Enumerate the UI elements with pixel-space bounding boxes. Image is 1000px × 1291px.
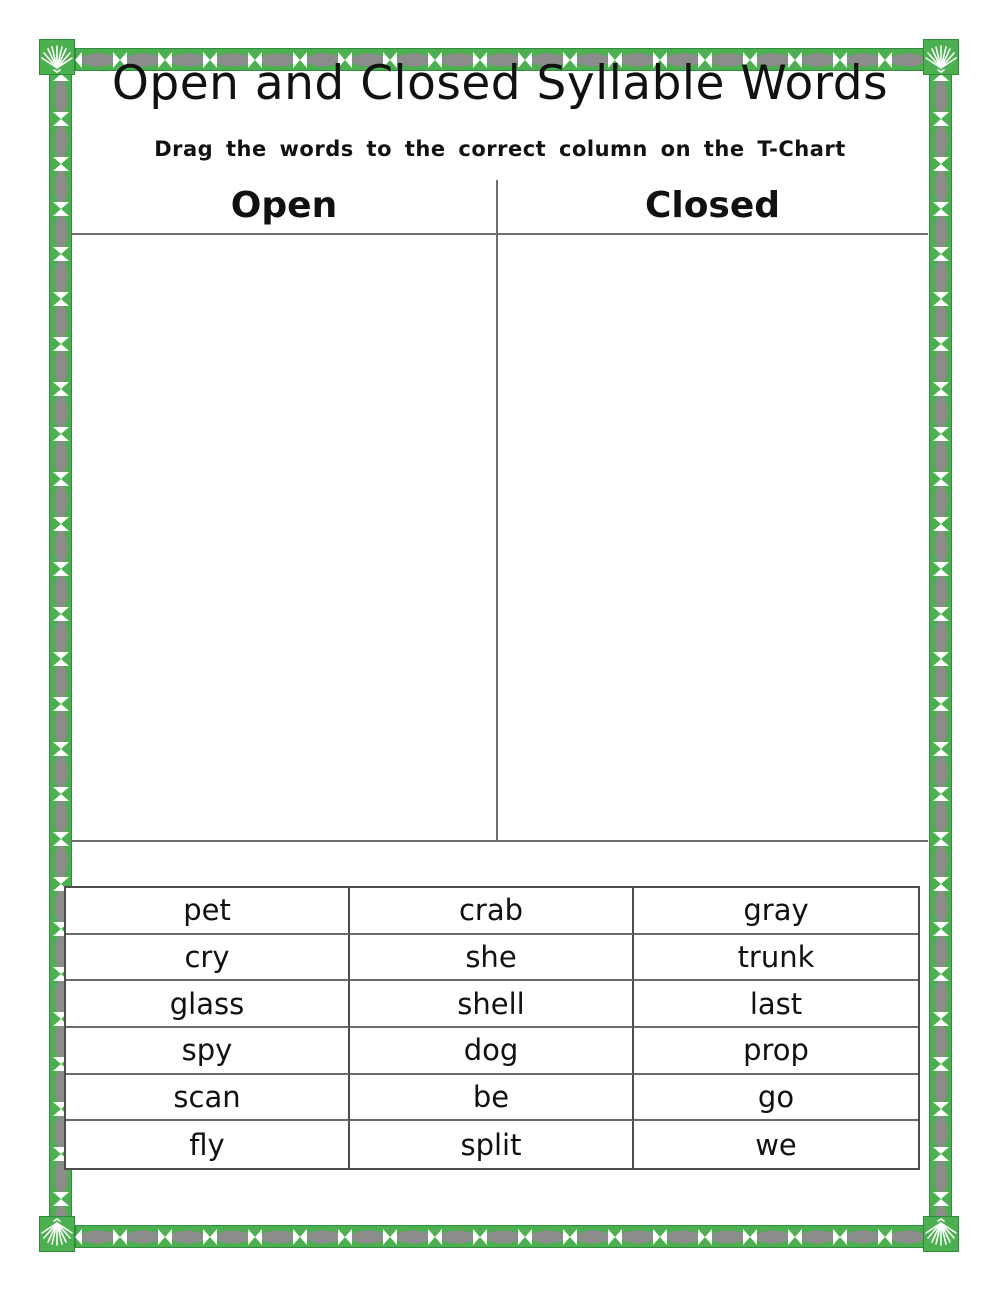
word-tile[interactable]: be [350,1075,634,1122]
word-tile[interactable]: we [755,1127,797,1162]
word-tile[interactable]: shell [350,981,634,1028]
word-tile[interactable]: she [350,935,634,982]
corner-burst-icon [39,39,75,75]
word-tile[interactable]: dog [350,1028,634,1075]
corner-burst-icon [923,1216,959,1252]
word-tile[interactable]: last [634,981,918,1028]
word-tile[interactable]: gray [634,888,918,935]
word-tile[interactable]: fly [66,1121,350,1168]
t-chart-header-open: Open [230,185,338,226]
corner-burst-icon [923,39,959,75]
t-chart-header-underline [71,233,928,235]
word-tile[interactable]: glass [66,981,350,1028]
decorative-border-right [929,74,952,1217]
word-tile[interactable]: pet [66,888,350,935]
page-title: Open and Closed Syllable Words [111,56,889,111]
t-chart-column-divider [496,180,498,842]
t-chart-header-closed: Closed [644,185,781,226]
word-tile[interactable]: crab [350,888,634,935]
decorative-border-bottom [75,1225,925,1248]
word-bank-table [64,886,920,1170]
word-tile[interactable]: go [634,1075,918,1122]
word-tile[interactable]: cry [66,935,350,982]
instruction-text: Drag the words to the correct column on the T-Chart [154,137,846,161]
word-tile[interactable]: scan [66,1075,350,1122]
word-tile[interactable]: prop [634,1028,918,1075]
word-tile[interactable]: spy [66,1028,350,1075]
t-chart-closed-dropzone[interactable] [499,236,927,838]
corner-burst-icon [39,1216,75,1252]
t-chart-open-dropzone[interactable] [72,236,494,838]
t-chart-bottom-line [71,840,928,842]
word-tile[interactable]: split [350,1121,634,1168]
word-tile[interactable]: trunk [634,935,918,982]
